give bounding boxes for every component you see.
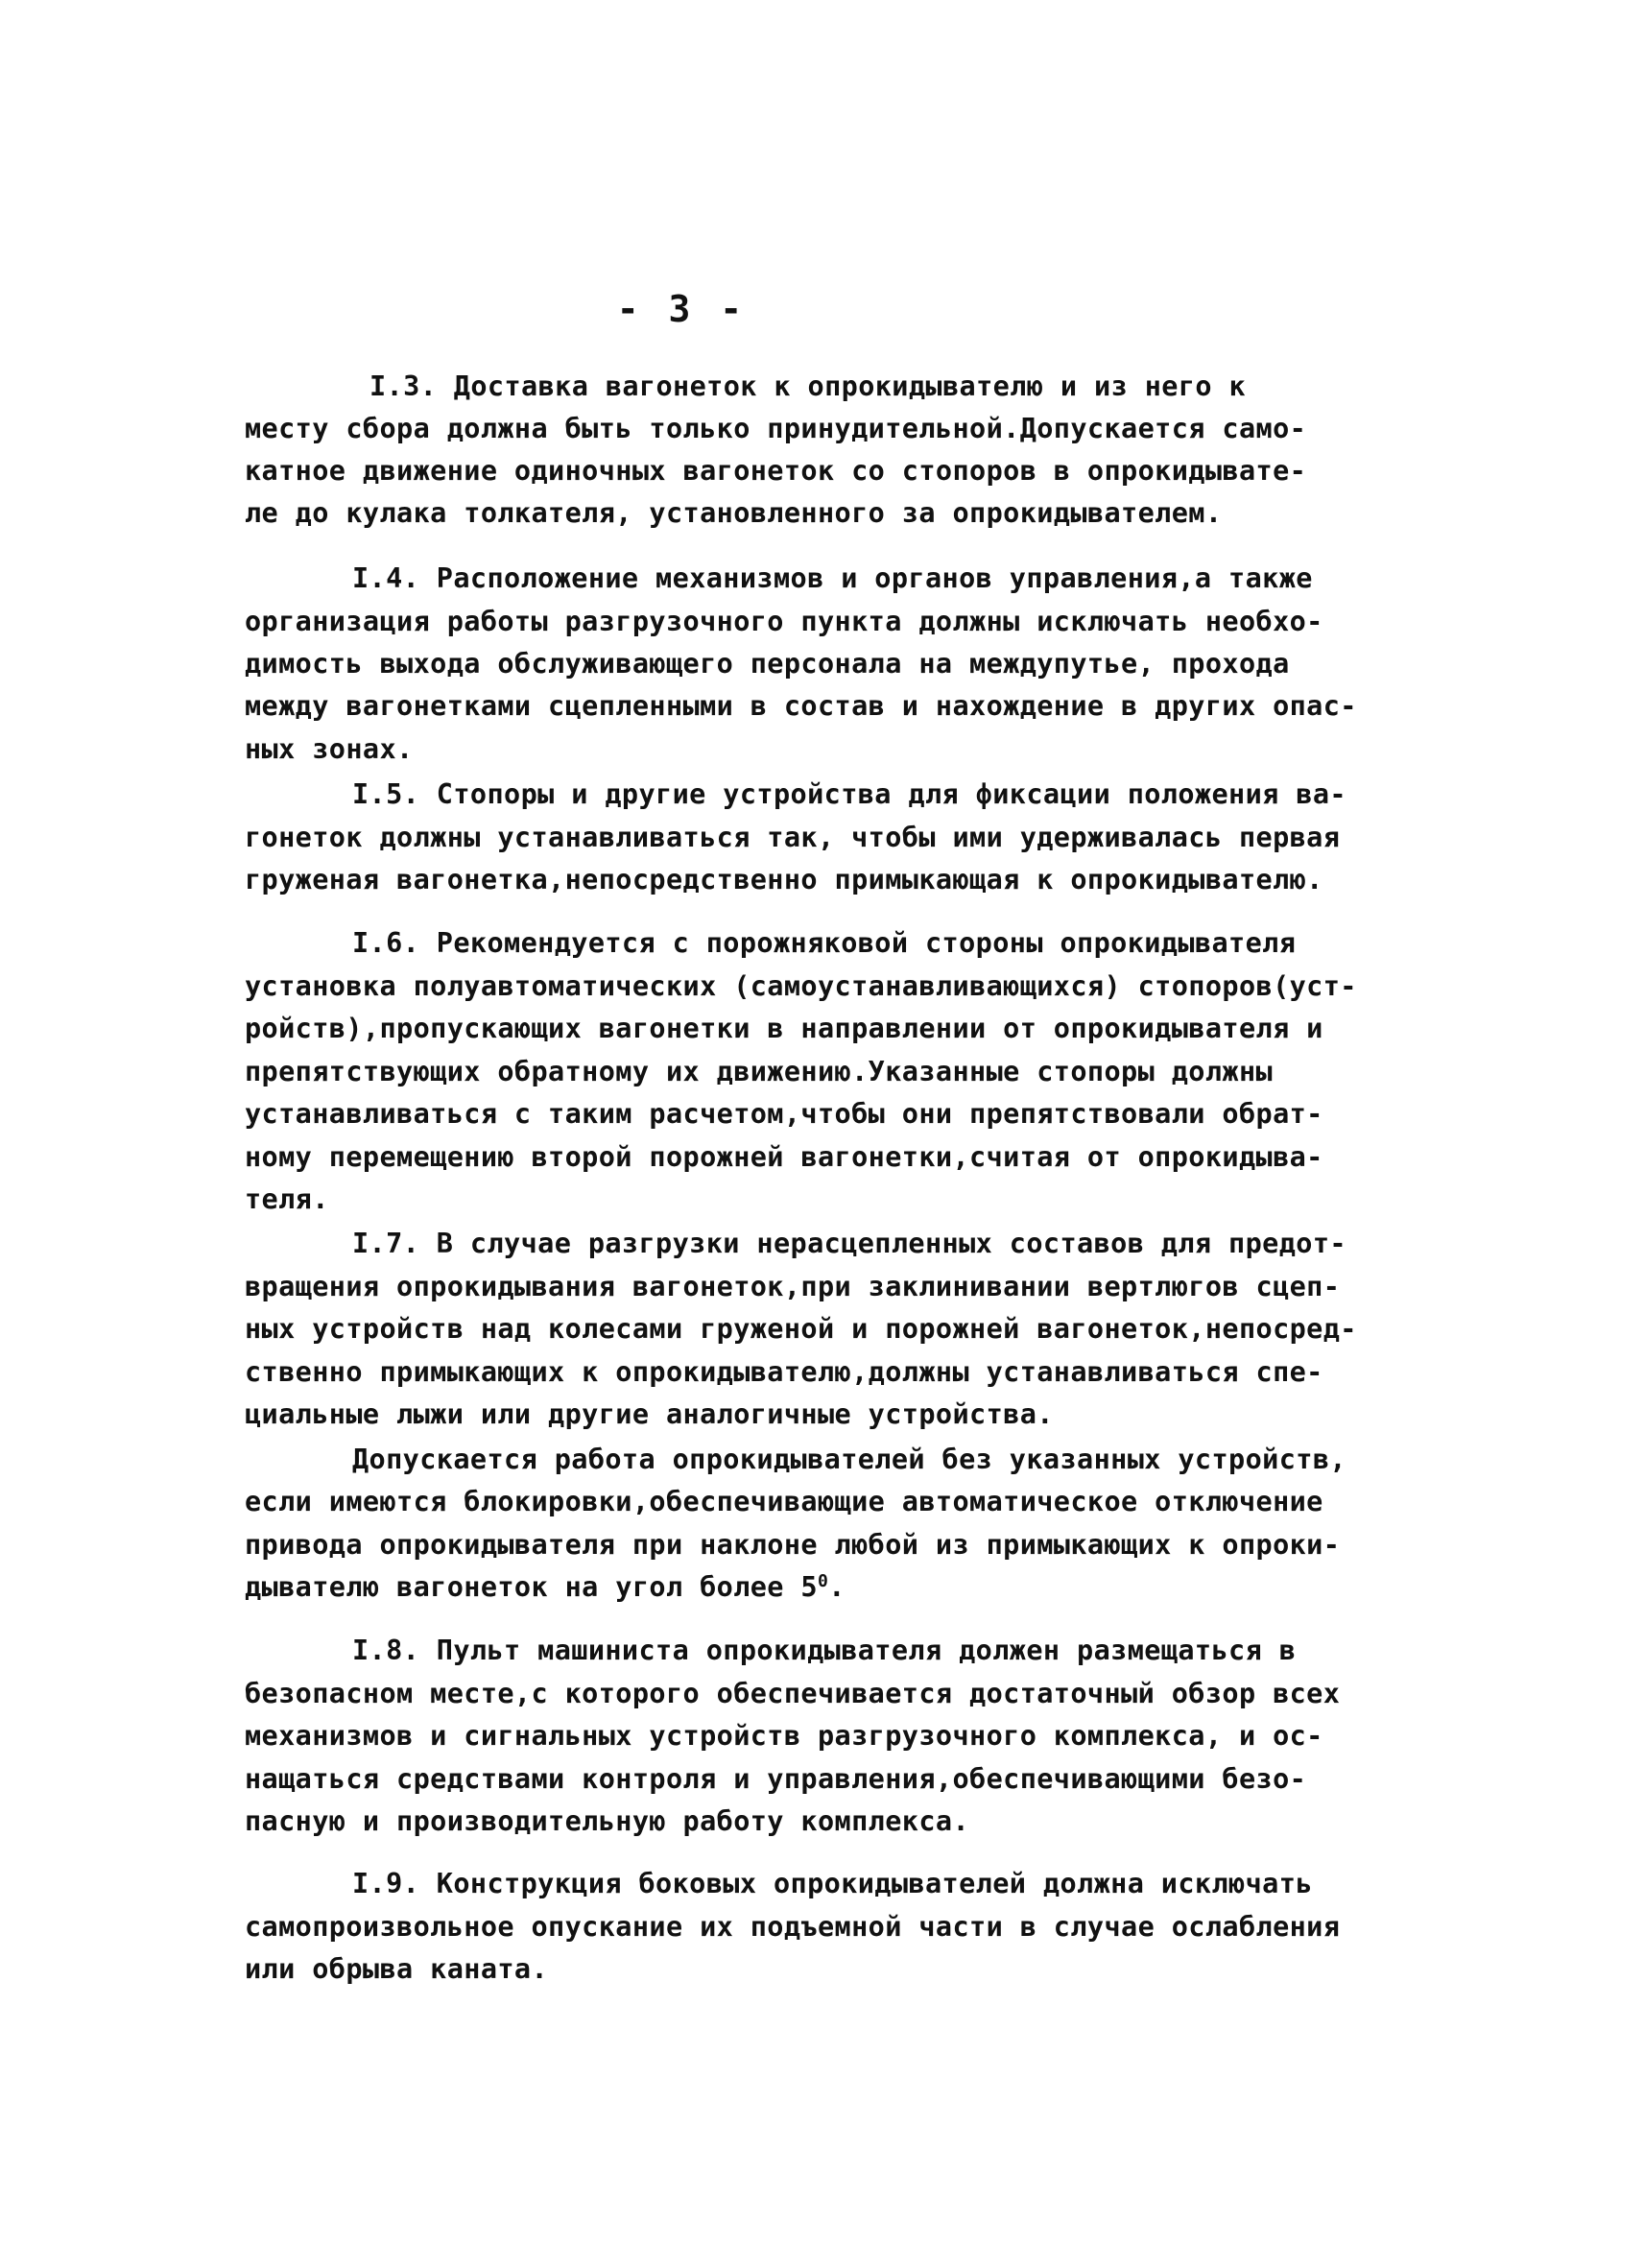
paragraph-1-4-line-4: между вагонетками сцепленными в состав и нахождение в других опас- [245,690,1357,722]
paragraph-1-6-line-5: устанавливаться с таким расчетом,чтобы они препятствовали обрат- [245,1098,1323,1130]
paragraph-1-6-line-1: I.6. Рекомендуется с порожняковой стороны опрокидывателя [352,927,1297,959]
paragraph-1-8-line-4: нащаться средствами контроля и управления,обеспечивающими безо- [245,1763,1307,1795]
paragraph-1-3-line-2: месту сбора должна быть только принудительной.Допускается само- [245,413,1307,444]
page-number: - 3 - [616,288,747,330]
paragraph-1-8-line-2: безопасном месте,с которого обеспечивается достаточный обзор всех [245,1678,1341,1709]
paragraph-1-7-line-1: I.7. В случае разгрузки нерасцепленных составов для предот- [352,1228,1346,1259]
degree-superscript: 0 [818,1571,829,1591]
paragraph-1-7-cont-line-3: привода опрокидывателя при наклоне любой из примыкающих к опроки- [245,1529,1341,1561]
paragraph-1-7-cont-line-4 [245,1572,846,1603]
paragraph-1-9-line-2: самопроизвольное опускание их подъемной части в случае ослабления [245,1911,1341,1943]
paragraph-1-6-line-6: ному перемещению второй порожней вагонетки,считая от опрокидыва- [245,1141,1323,1173]
paragraph-1-6-line-2: установка полуавтоматических (самоустанавливающихся) стопоров(уст- [245,970,1357,1002]
paragraph-1-6-line-3: ройств),пропускающих вагонетки в направлении от опрокидывателя и [245,1013,1323,1044]
paragraph-1-8-line-5: пасную и производительную работу комплекса. [245,1805,970,1837]
paragraph-1-4-line-3: димость выхода обслуживающего персонала на междупутье, прохода [245,648,1290,680]
paragraph-1-4-line-2: организация работы разгрузочного пункта должны исключать необхо- [245,606,1323,637]
paragraph-1-7-line-2: вращения опрокидывания вагонеток,при заклинивании вертлюгов сцеп- [245,1271,1341,1302]
paragraph-1-4-line-5: ных зонах. [245,733,414,765]
paragraph-1-7-cont-line-1: Допускается работа опрокидывателей без указанных устройств, [352,1444,1346,1475]
paragraph-1-5-line-2: гонеток должны устанавливаться так, чтобы ими удерживалась первая [245,822,1341,853]
paragraph-1-8-line-3: механизмов и сигнальных устройств разгрузочного комплекса, и ос- [245,1720,1323,1752]
sentence-end: . [828,1571,846,1603]
paragraph-1-9-line-3: или обрыва каната. [245,1953,549,1985]
angle-text: дывателю вагонеток на угол более 5 [245,1571,818,1603]
paragraph-1-3-line-1: I.3. Доставка вагонеток к опрокидывателю и из него к [369,370,1247,402]
paragraph-1-3-line-3: катное движение одиночных вагонеток со стопоров в опрокидывате- [245,455,1307,487]
paragraph-1-7-line-3: ных устройств над колесами груженой и порожней вагонеток,непосред- [245,1313,1357,1345]
paragraph-1-6-line-4: препятствующих обратному их движению.Указанные стопоры должны [245,1056,1274,1087]
paragraph-1-5-line-1: I.5. Стопоры и другие устройства для фиксации положения ва- [352,778,1346,810]
paragraph-1-9-line-1: I.9. Конструкция боковых опрокидывателей должна исключать [352,1868,1313,1899]
paragraph-1-8-line-1: I.8. Пульт машиниста опрокидывателя должен размещаться в [352,1635,1297,1666]
paragraph-1-7-line-5: циальные лыжи или другие аналогичные устройства. [245,1398,1054,1430]
paragraph-1-6-line-7: теля. [245,1183,329,1215]
paragraph-1-5-line-3: груженая вагонетка,непосредственно примыкающая к опрокидывателю. [245,864,1323,895]
paragraph-1-3-line-4: ле до кулака толкателя, установленного за опрокидывателем. [245,497,1223,529]
paragraph-1-4-line-1: I.4. Расположение механизмов и органов управления,а также [352,562,1313,594]
paragraph-1-7-line-4: ственно примыкающих к опрокидывателю,должны устанавливаться спе- [245,1356,1323,1388]
paragraph-1-7-cont-line-2: если имеются блокировки,обеспечивающие автоматическое отключение [245,1486,1323,1517]
